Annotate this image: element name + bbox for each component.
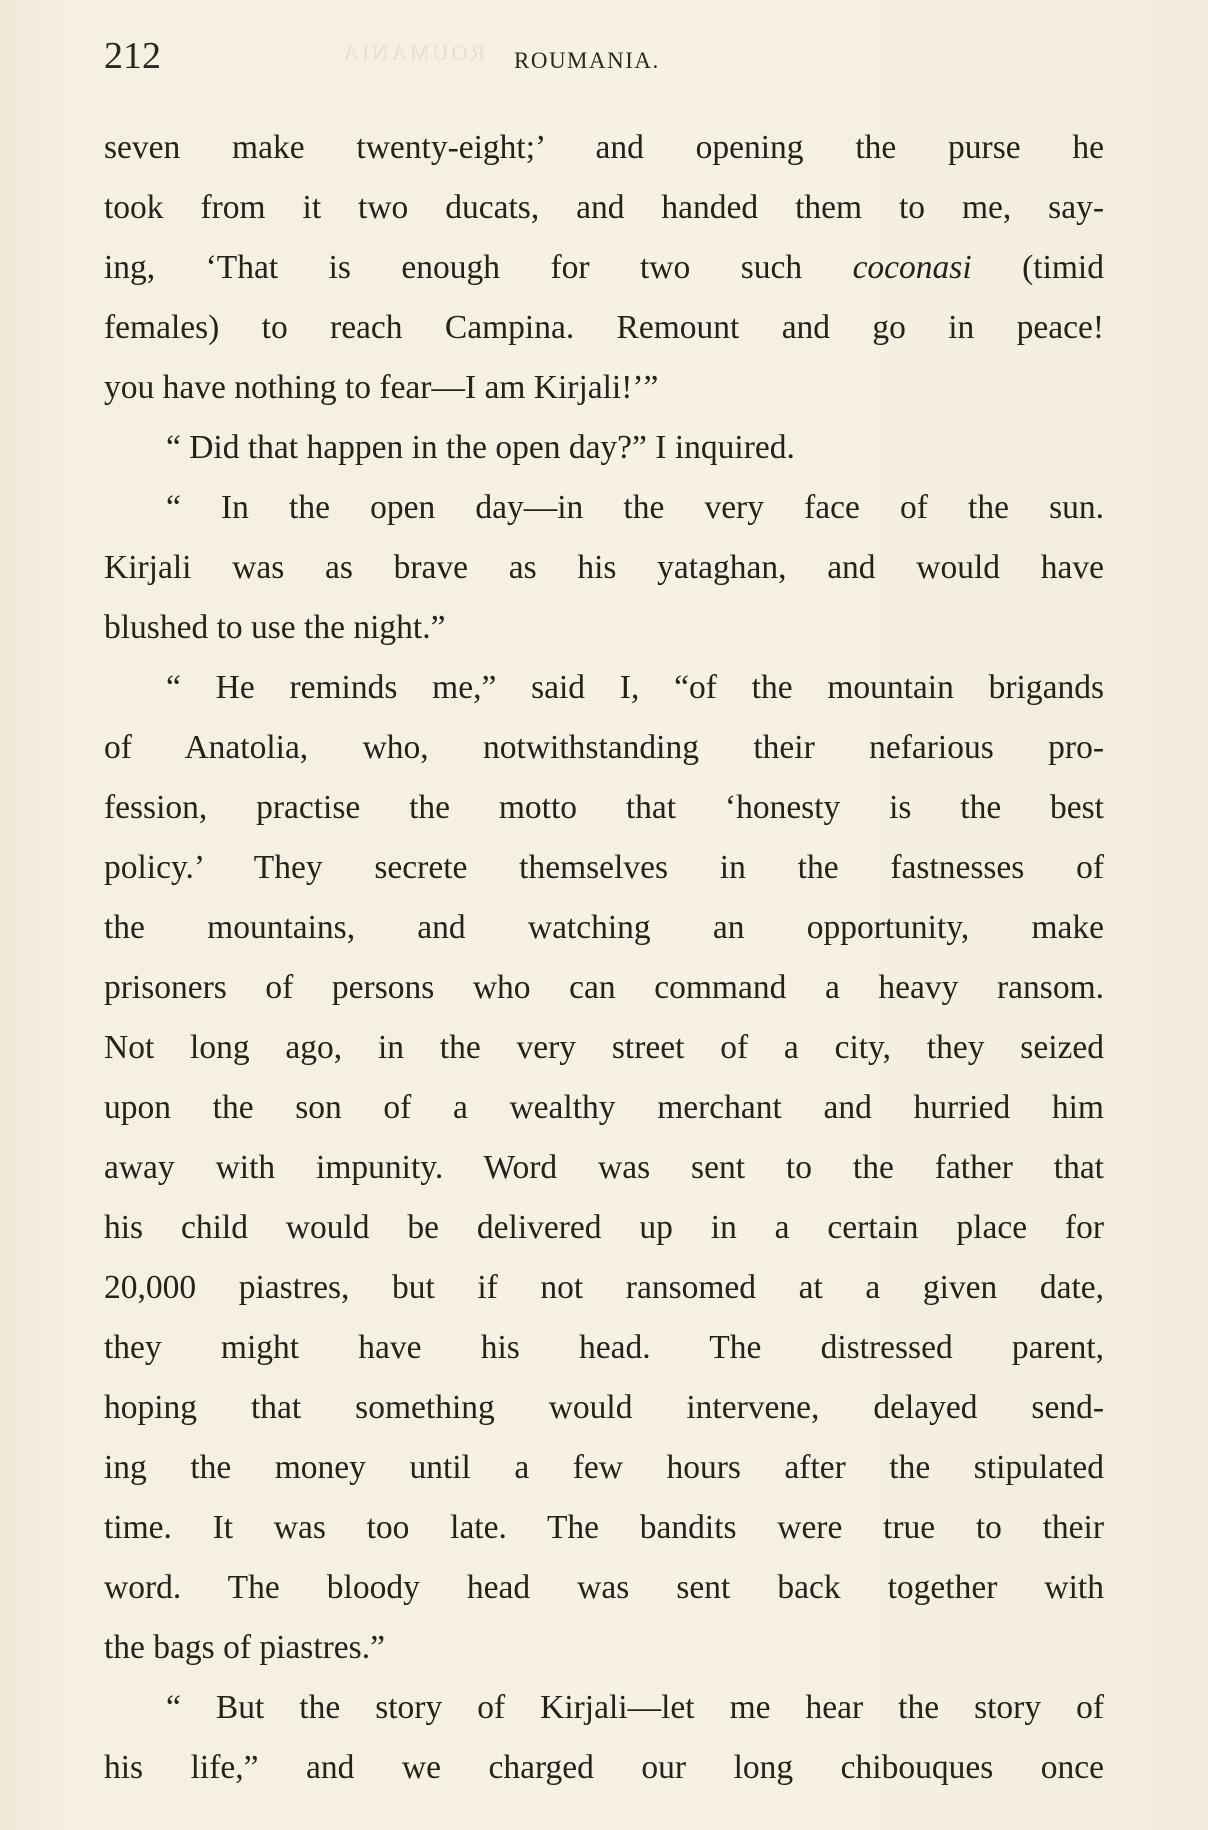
text-line: you have nothing to fear—I am Kirjali!’” — [104, 369, 659, 406]
text-line: the bags of piastres.” — [104, 1629, 385, 1666]
text-line: of Anatolia, who, notwithstanding their nefarious pro- — [104, 729, 1104, 766]
text-line: his life,” and we charged our long chibouques once — [104, 1749, 1104, 1786]
text-line: 20,000 piastres, but if not ransomed at a given date, — [104, 1269, 1104, 1306]
text-line: upon the son of a wealthy merchant and hurried him — [104, 1089, 1104, 1126]
text-line: “ In the open day—in the very face of the sun. — [166, 489, 1104, 526]
text-line: “ But the story of Kirjali—let me hear the story of — [166, 1689, 1104, 1726]
text-line: fession, practise the motto that ‘honesty is the best — [104, 789, 1104, 826]
text-line: females) to reach Campina. Remount and go in peace! — [104, 309, 1104, 346]
text-line: time. It was too late. The bandits were true to their — [104, 1509, 1104, 1546]
italic-term: coconasi — [852, 249, 972, 286]
text-line: hoping that something would intervene, delayed send- — [104, 1389, 1104, 1426]
page-number: 212 — [104, 35, 161, 77]
text-line: took from it two ducats, and handed them to me, say- — [104, 189, 1104, 226]
text-line: they might have his head. The distressed parent, — [104, 1329, 1104, 1366]
text-line: Kirjali was as brave as his yataghan, and would have — [104, 549, 1104, 586]
body-text — [104, 118, 1104, 1798]
text-line: the mountains, and watching an opportunity, make — [104, 909, 1104, 946]
page-header — [104, 34, 1104, 84]
text-line: ing the money until a few hours after the stipulated — [104, 1449, 1104, 1486]
text-line: “ He reminds me,” said I, “of the mountain brigands — [166, 669, 1104, 706]
text-line: word. The bloody head was sent back together with — [104, 1569, 1104, 1606]
running-head: ROUMANIA. — [514, 48, 660, 73]
show-through-text: ROUMANIA — [340, 40, 485, 65]
text-line: Not long ago, in the very street of a city, they seized — [104, 1029, 1104, 1066]
text-line: away with impunity. Word was sent to the father that — [104, 1149, 1104, 1186]
text-line: ing, ‘That is enough for two such coconasi (timid — [104, 249, 1104, 286]
text-line: his child would be delivered up in a certain place for — [104, 1209, 1104, 1246]
text-line: seven make twenty-eight;’ and opening the purse he — [104, 129, 1104, 166]
text-line: policy.’ They secrete themselves in the fastnesses of — [104, 849, 1104, 886]
text-line: “ Did that happen in the open day?” I inquired. — [166, 429, 795, 466]
text-line: prisoners of persons who can command a heavy ransom. — [104, 969, 1104, 1006]
text-line: blushed to use the night.” — [104, 609, 446, 646]
